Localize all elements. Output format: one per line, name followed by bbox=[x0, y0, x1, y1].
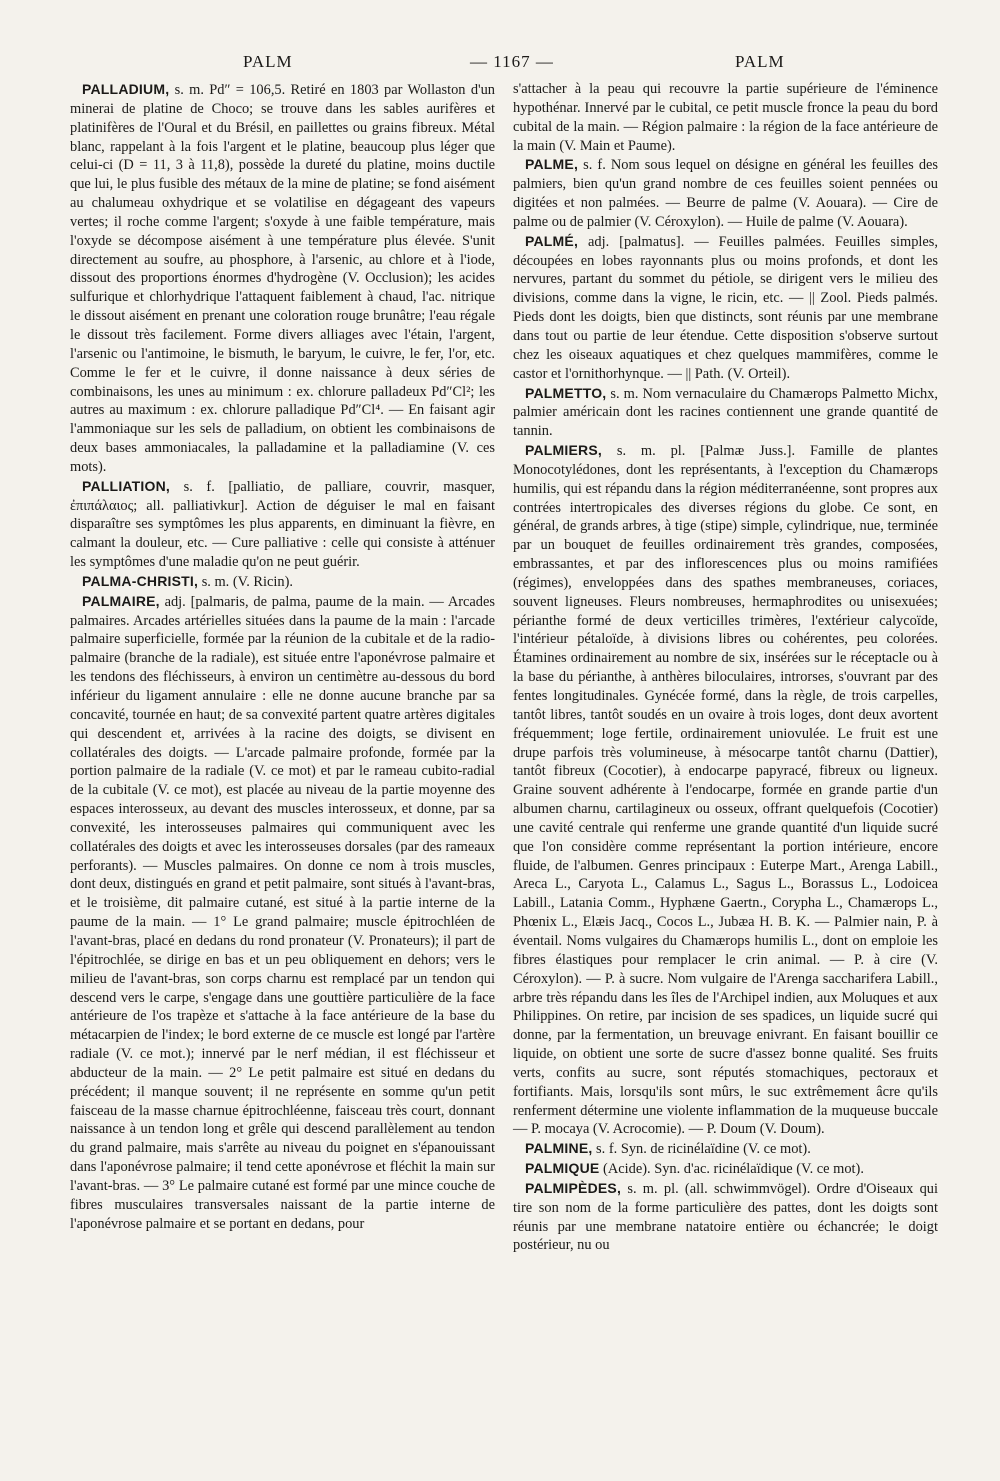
entry-text: s. f. Nom sous lequel on désigne en général les feuilles des palmiers, bien qu'un grand nombre de ces feuilles soient pennées ou digitées et non palmées. — Beurre de palme (V. Aouara). — Cire de palme ou de palmier (V. Céroxylon). — Huile de palme (V. Aouara). bbox=[513, 157, 938, 230]
headword: PALMIERS, bbox=[525, 442, 602, 459]
headword: PALME, bbox=[525, 156, 579, 173]
headword: PALMETTO, bbox=[525, 384, 607, 401]
entry-text: (Acide). Syn. d'ac. ricinélaïdique (V. ce mot). bbox=[599, 1161, 864, 1178]
entry-palmaire bbox=[70, 592, 495, 1234]
entry-palmipedes bbox=[513, 1179, 938, 1255]
entry-text: s'attacher à la peau qui recouvre la partie supérieure de l'éminence hypothénar. Innervé par le cubital, ce petit muscle fronce la peau du bord cubital de la main. — Région palmaire : la région de la face antérieure de la main (V. Main et Paume). bbox=[513, 81, 938, 154]
entry-palliation bbox=[70, 477, 495, 572]
headword: PALMAIRE, bbox=[82, 592, 160, 609]
entry-text: s. m. pl. (all. schwimmvögel). Ordre d'Oiseaux qui tire son nom de la forme particulière des pattes, dont les doigts sont réunis par une membrane natatoire entière ou échancrée; le doigt postérieur, nu ou bbox=[513, 1180, 938, 1254]
headword: PALLADIUM, bbox=[82, 81, 170, 97]
entry-text: s. f. [palliatio, de palliare, couvrir, masquer, ἐπιπάλαιος; all. palliativkur]. Action de déguiser le mal en faisant disparaître ses symptômes les plus apparents, en diminuant la fièvre, en calmant la douleur, etc. — Cure palliative : celle qui consiste à atténuer les symptômes d'une maladie qu'on ne peut guérir. bbox=[70, 478, 495, 571]
headword: PALMIPÈDES, bbox=[525, 1179, 622, 1196]
entry-palme bbox=[513, 155, 938, 231]
entry-palmiers bbox=[513, 441, 938, 1139]
entry-text: adj. [palmaris, de palma, paume de la main. — Arcades palmaires. Arcades artérielles situées dans la paume de la main : l'arcade palmaire superficielle, formée par la réunion de la cubitale et de la radio-palmaire (branche de la radiale), est située entre l'aponévrose palmaire et les tendons des fléchisseurs, à environ un centimètre au-dessous du bord inférieur du ligament annulaire : elle ne donne aucune branche par sa concavité, tournée en haut; de sa convexité partent quatre artères digitales qui descendent et, arrivées à la racine des doigts, se divisent en collatérales des doigts. — L'arcade palmaire profonde, formée par la portion palmaire de la radiale (V. ce mot) et par le rameau cubito-radial de la cubitale (V. ce mot), est placée au niveau de la partie moyenne des espaces interosseux, au devant des muscles interosseux, et donne, par sa convexité, les interosseuses palmaires qui communiquent avec les collatérales des doigts et avec les interosseuses dorsales (par des rameaux perforants). — Muscles palmaires. On donne ce nom à trois muscles, dont deux, distingués en grand et petit palmaire, sont situés à l'avant-bras, et le troisième, dit palmaire cutané, est situé à la partie interne de la paume de la main. — 1° Le grand palmaire; muscle épitrochléen de l'avant-bras, placé en dedans du rond pronateur (V. Pronateurs); il part de l'épitrochlée, se dirige en bas et un peu obliquement en dehors; vers le milieu de l'avant-bras, son corps charnu est remplacé par un tendon qui descend vers le carpe, s'engage dans une gouttière particulière de la face antérieure de l'os trapèze et s'attache à la face antérieure de la base du métacarpien de l'index; le bord externe de ce muscle est longé par l'artère radiale (V. ce mot.); innervé par le nerf médian, il est fléchisseur et abducteur de la main. — 2° Le petit palmaire est situé en dedans du précédent; il manque souvent; il ne représente en somme qu'un petit faisceau de la masse charnue épitrochléenne, faisceau très court, donnant naissance à un tendon long et grêle qui descend parallèlement au tendon du grand palmaire, mais s'arrête au niveau du poignet en s'épanouissant dans l'aponévrose palmaire; il tend cette aponévrose et fléchit la main sur l'avant-bras. — 3° Le palmaire cutané est formé par une mince couche de fibres musculaires transversales naissant de la partie interne de l'aponévrose palmaire et se portant en dedans, pour bbox=[70, 593, 495, 1232]
headword: PALMIQUE bbox=[525, 1160, 600, 1177]
entry-palmique bbox=[513, 1159, 938, 1179]
entry-text: s. m. pl. [Palmæ Juss.]. Famille de plantes Monocotylédones, dont les représentants, à l'exception du Chamærops humilis, qui est répandu dans la région méditerranéenne, sont propres aux contrées intertropicales des diverses régions du globe. Ce sont, en général, de grands arbres, à tige (stipe) simple, cylindrique, nue, terminée par un bouquet de feuilles ordinairement très grandes, composées, embrassantes, et par des inflorescences plus ou moins ramifiées (régimes), enveloppées dans des spathes membraneuses, coriaces, souvent ligneuses. Fleurs nombreuses, hermaphrodites ou unisexuées; périanthe formé de deux verticilles trimères, l'extérieur calycoïde, l'intérieur pétaloïde, à divisions libres ou cohérentes, peu colorées. Étamines ordinairement au nombre de six, insérées sur le réceptacle ou à la base du périanthe, à anthères biloculaires, introrses, s'ouvrant par des fentes longitudinales. Gynécée formé, dans la règle, de trois carpelles, tantôt libres, tantôt soudés en un ovaire à trois loges, dont deux avortent fréquemment; loge fertile, ordinairement uniovulée. Le fruit est une drupe parfois très volumineuse, à mésocarpe tantôt charnu (Dattier), tantôt fibreux (Cocotier), à endocarpe papyracé, fibreux ou ligneux. Graine souvent adhérente à l'endocarpe, formée en grande partie d'un albumen charnu, cartilagineux ou osseux, offrant quelquefois (Cocotier) une cavité centrale qui renferme une grande quantité d'un liquide sucré que l'on considère comme représentant la portion intérieure, encore fluide, de l'albumen. Genres principaux : Euterpe Mart., Arenga Labill., Areca L., Caryota L., Calamus L., Sagus L., Borassus L., Lodoicea Labill., Latania Comm., Hyphæne Gaertn., Corypha L., Chamærops L., Phœnix L., Elæis Jacq., Cocos L., Jubæa H. B. K. — Palmier nain, P. à éventail. Noms vulgaires du Chamærops humilis L., dont on emploie les fibres élastiques pour remplacer le crin animal. — P. à cire (V. Céroxylon). — P. à sucre. Nom vulgaire de l'Arenga saccharifera Labill., arbre très répandu dans les îles de l'Archipel indien, aux Moluques et aux Philippines. On retire, par incision de ses spadices, un liquide sucré qui donne, par la fermentation, un breuvage enivrant. En faisant bouillir ce liquide, on obtient une sorte de sucre d'assez bonne qualité. Ses fruits verts, confits au sucre, sont réputés stomachiques, pectoraux et fortifiants. Mais, lorsqu'ils sont mûrs, le suc extrêmement âcre qu'ils renferment détermine une violente inflammation de la muqueuse buccale — P. mocaya (V. Acrocomie). — P. Doum (V. Doum). bbox=[513, 443, 938, 1138]
entry-palmine bbox=[513, 1139, 938, 1159]
entry-text: s. m. (V. Ricin). bbox=[198, 573, 293, 590]
entry-palmetto bbox=[513, 384, 938, 442]
headword: PALMA-CHRISTI, bbox=[82, 572, 199, 589]
running-head-right: PALM bbox=[735, 52, 785, 71]
left-column bbox=[70, 80, 495, 1233]
right-column bbox=[513, 80, 938, 1255]
headword: PALMINE, bbox=[525, 1140, 593, 1157]
entry-palladium bbox=[70, 80, 495, 477]
entry-palma-christi bbox=[70, 572, 495, 592]
page-number: — 1167 — bbox=[470, 52, 554, 71]
headword: PALMÉ, bbox=[525, 232, 579, 249]
entry-text: s. m. Pd″ = 106,5. Retiré en 1803 par Wollaston d'un minerai de platine de Choco; se trouve dans les sables aurifères et platinifères de l'Oural et du Brésil, en paillettes ou grains fibreux. Métal blanc, rappelant à la fois l'argent et le platine, beaucoup plus léger que celui-ci (D = 11, 3 à 11,8), possède la dureté du platine, moins ductile que lui, le plus fusible des métaux de la mine de platine; se fond aisément au chalumeau oxhydrique et se volatilise en dégageant des vapeurs vertes; il roche comme l'argent; s'oxyde à une faible température, mais l'oxyde se décompose aisément à une température plus élevée. S'unit directement au soufre, au phosphore, à l'arsenic, au chlore et à l'iode, dissout des proportions énormes d'hydrogène (V. Occlusion); les acides sulfurique et chlorhydrique l'attaquent faiblement à chaud, l'ac. nitrique le dissout aisément en prenant une coloration rouge brunâtre; l'eau régale le dissout très facilement. Forme divers alliages avec l'étain, l'argent, l'arsenic ou l'antimoine, le bismuth, le baryum, le cuivre, le fer, l'or, etc. Comme le fer et le cuivre, il donne naissance à deux séries de combinaisons, les unes au minimum : ex. chlorure palladeux Pd″Cl²; les autres au maximum : ex. chlorure palladique Pd″Cl⁴. — En faisant agir l'ammoniaque sur les sels de palladium, on obtient les combinaisons de deux bases ammoniacales, la palladamine et la palladiamine (V. ces mots). bbox=[70, 82, 495, 475]
entry-text: s. m. Nom vernaculaire du Chamærops Palmetto Michx, palmier américain dont les racines contiennent une grande quantité de tannin. bbox=[513, 385, 938, 440]
running-head bbox=[0, 52, 1000, 80]
entry-text: adj. [palmatus]. — Feuilles palmées. Feuilles simples, découpées en lobes rayonnants plus ou moins profonds, et dont les nervures, partant du sommet du pétiole, se dirigent vers le milieu des divisions, comme dans la vigne, le ricin, etc. — || Zool. Pieds palmés. Pieds dont les doigts, bien que distincts, sont réunis par une membrane dans tout ou partie de leur étendue. Cette disposition s'observe surtout chez les oiseaux aquatiques et chez quelques mammifères, comme le castor et l'ornithorhynque. — || Path. (V. Orteil). bbox=[513, 233, 938, 382]
headword: PALLIATION, bbox=[82, 477, 171, 494]
entry-text: s. f. Syn. de ricinélaïdine (V. ce mot). bbox=[592, 1141, 811, 1158]
entry-palme-adj bbox=[513, 232, 938, 384]
entry-palmaire-continued bbox=[513, 80, 938, 155]
running-head-left: PALM bbox=[243, 52, 293, 71]
